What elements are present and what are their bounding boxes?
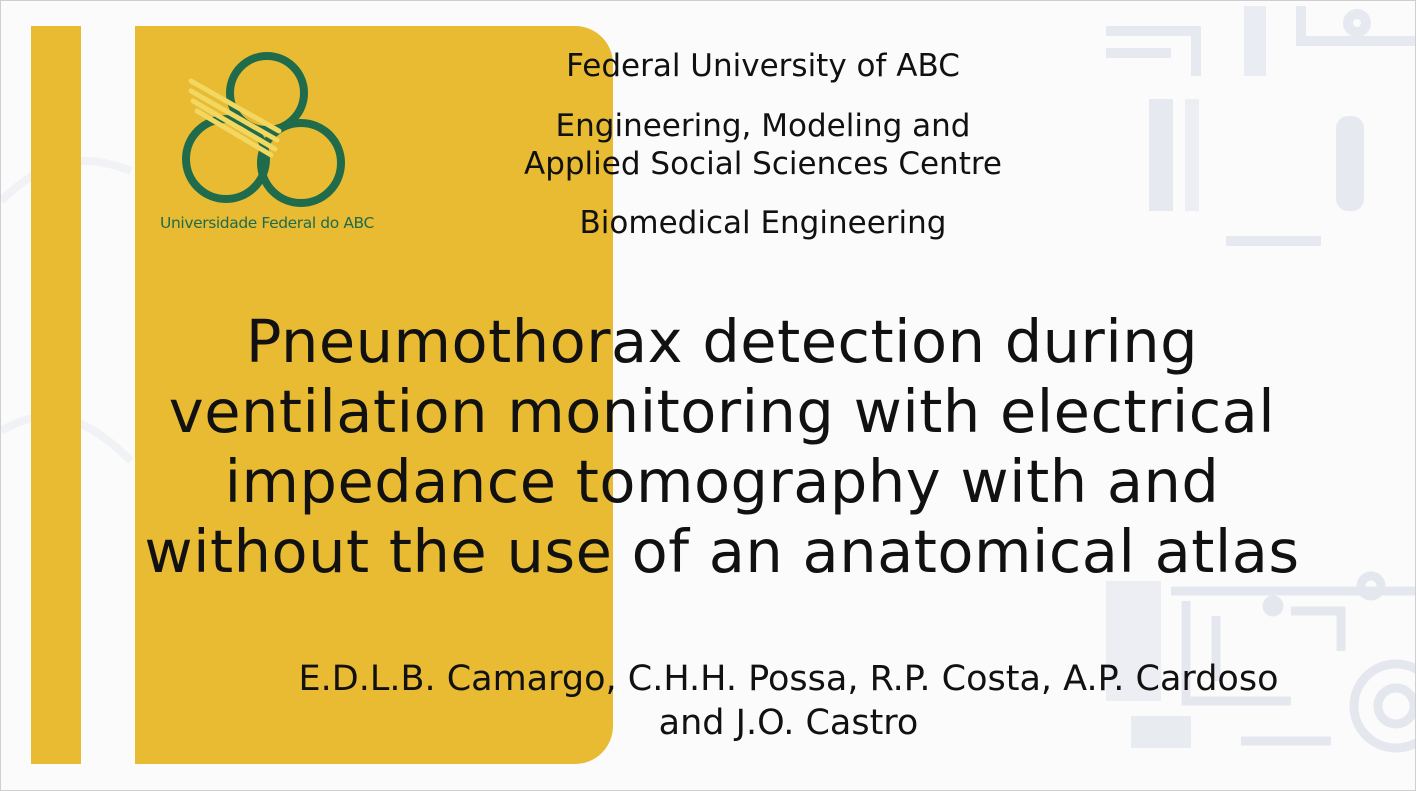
authors-line-2: and J.O. Castro	[658, 703, 919, 743]
university-logo	[151, 51, 383, 241]
centre-name-line-2: Applied Social Sciences Centre	[524, 146, 1002, 182]
ufabc-logo-icon	[181, 51, 353, 211]
program-name: Biomedical Engineering	[579, 205, 947, 241]
title-line-3: impedance tomography with and	[224, 447, 1220, 516]
title-line-4: without the use of an anatomical atlas	[144, 517, 1300, 586]
university-name: Federal University of ABC	[566, 48, 960, 84]
author-list	[201, 657, 1376, 745]
presentation-title	[61, 307, 1383, 587]
logo-caption: Universidade Federal do ABC	[160, 214, 374, 232]
centre-name	[456, 107, 1070, 183]
title-line-2: ventilation monitoring with electrical	[168, 377, 1276, 446]
title-line-1: Pneumothorax detection during	[245, 307, 1199, 376]
centre-name-line-1: Engineering, Modeling and	[555, 108, 971, 144]
top-right-circuit-decoration	[1106, 6, 1415, 241]
authors-line-1: E.D.L.B. Camargo, C.H.H. Possa, R.P. Costa, A.P. Cardoso	[298, 659, 1279, 699]
